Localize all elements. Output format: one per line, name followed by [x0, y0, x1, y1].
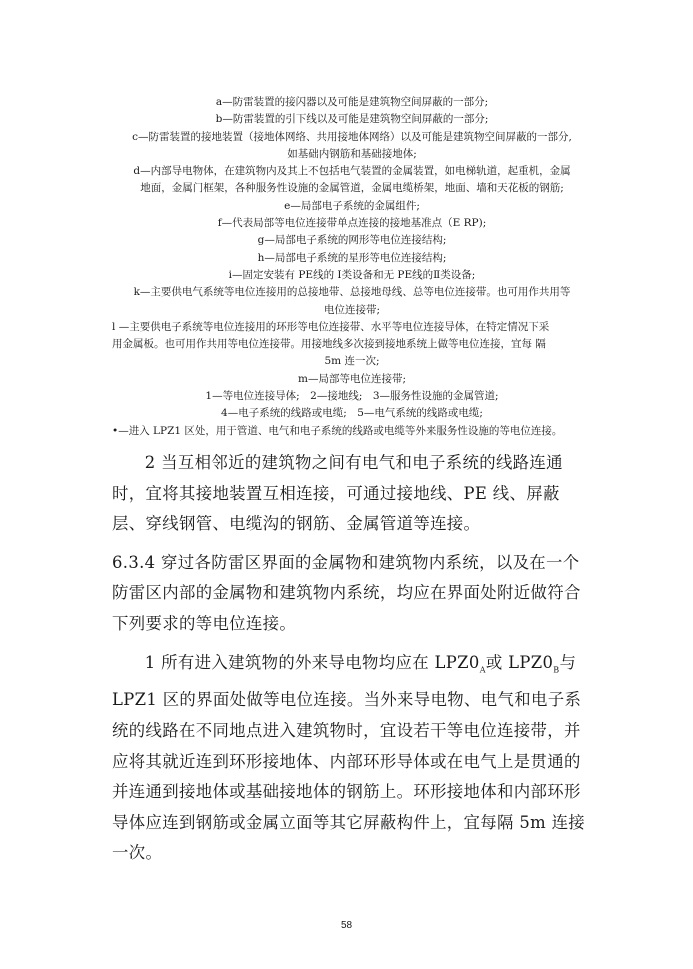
legend-item-b: b—防雷装置的引下线以及可能是建筑物空间屏蔽的一部分; [215, 113, 489, 126]
legend-item-g: g—局部电子系统的网形等电位连接结构; [257, 234, 447, 247]
subscript-a: A [479, 664, 486, 674]
legend-item-c: c—防雷装置的接地装置（接地体网络、共用接地体网络）以及可能是建筑物空间屏蔽的一部分, [132, 130, 572, 143]
clause-item-1 [112, 648, 590, 869]
figure-legend [112, 94, 592, 440]
body-text [112, 448, 590, 877]
paragraph-2: 2 当互相邻近的建筑物之间有电气和电子系统的线路连通时，宜将其接地装置互相连接，可通过接地线、PE 线、屏蔽层、穿线钢管、电缆沟的钢筋、金属管道等连接。 [112, 453, 563, 534]
legend-item-l-end: 5m 连一次; [324, 355, 380, 368]
legend-item-l: l —主要供电子系统等电位连接用的环形等电位连接带、水平等电位连接导体，在特定情况下采 [112, 320, 550, 333]
legend-item-d: d—内部导电物体，在建筑物内及其上不包括电气装置的金属装置，如电梯轨道，起重机，金属 [133, 165, 571, 178]
page-number: 58 [340, 920, 353, 931]
legend-numbered-items-1-3: 1—等电位连接导体; 2—接地线; 3—服务性设施的金属管道; [205, 390, 499, 403]
legend-item-l-continued: 用金属板。也可用作共用等电位连接带。用接地线多次接到接地系统上做等电位连接，宜每 隔 [112, 338, 546, 351]
clause-6-3-4: 6.3.4 穿过各防雷区界面的金属物和建筑物内系统，以及在一个防雷区内部的金属物和建筑物内系统，均应在界面处附近做符合下列要求的等电位连接。 [112, 552, 581, 633]
subscript-b: B [553, 664, 560, 674]
legend-item-c-continued: 如基础内钢筋和基础接地体; [287, 147, 417, 160]
legend-item-k-continued: 电位连接带; [323, 303, 381, 316]
item-1-text-b: 或 LPZ0 [485, 652, 554, 672]
legend-item-h: h—局部电子系统的星形等电位连接结构; [257, 251, 447, 264]
legend-item-k: k—主要供电气系统等电位连接用的总接地带、总接地母线、总等电位连接带。也可用作共用等 [133, 286, 571, 299]
legend-item-i: i—固定安装有 PE线的 Ⅰ类设备和无 PE线的Ⅱ类设备; [228, 268, 476, 281]
legend-item-a: a—防雷装置的接闪器以及可能是建筑物空间屏蔽的一部分; [215, 96, 489, 108]
legend-item-e: e—局部电子系统的金属组件; [284, 199, 420, 212]
legend-item-d-continued: 地面，金属门框架，各种服务性设施的金属管道，金属电缆桥架，地面、墙和天花板的钢筋; [140, 182, 564, 195]
legend-item-f: f—代表局部等电位连接带单点连接的接地基准点（E RP); [217, 217, 487, 230]
legend-numbered-items-4-5: 4—电子系统的线路或电缆; 5—电气系统的线路或电缆; [221, 407, 483, 420]
legend-item-m: m—局部等电位连接带; [298, 372, 406, 385]
legend-item-dot: •—进入 LPZ1 区处，用于管道、电气和电子系统的线路或电缆等外来服务性设施的等电位连接。 [112, 424, 563, 437]
item-1-text-a: 1 所有进入建筑物的外来导电物均应在 LPZ0 [144, 652, 480, 672]
item-1-text-c: 与 LPZ1 区的界面处做等电位连接。当外来导电物、电气和电子系统的线路在不同地点进入建筑物时，宜设若干等电位连接带，并应将其就近连到环形接地体、内部环形导体或在电气上是贯通的并连通到接地体或基础接地体的钢筋上。环形接地体和内部环形导体应连到钢筋或金属立面等其它屏蔽构件上，宜每隔 5m 连接一次。 [112, 652, 586, 863]
